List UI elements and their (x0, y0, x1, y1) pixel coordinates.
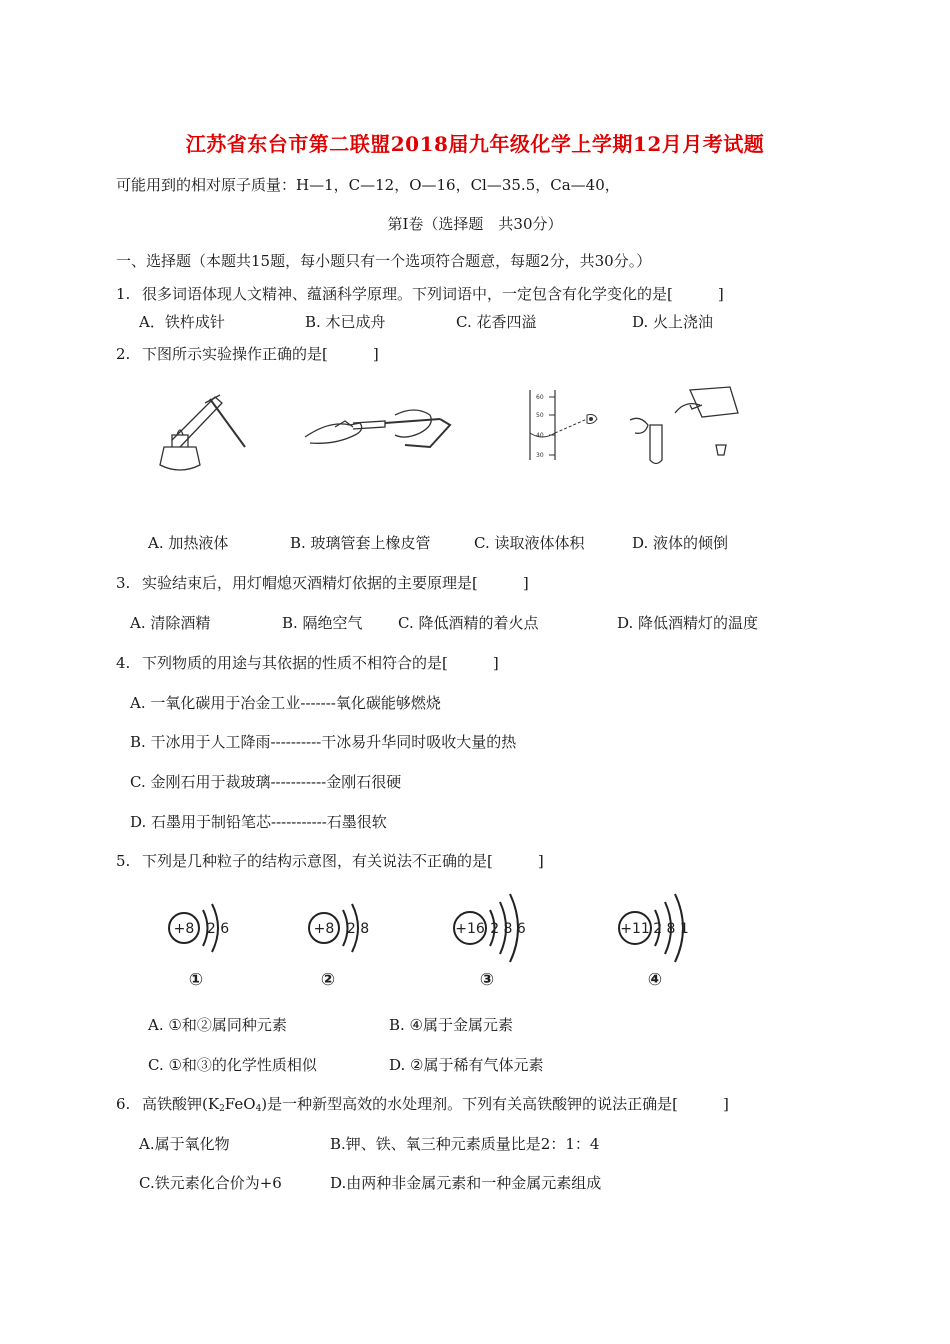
svg-text:2 8 6: 2 8 6 (490, 921, 526, 937)
svg-text:2 6: 2 6 (206, 921, 230, 937)
q5-option-c: C. ①和③的化学性质相似 (148, 1056, 317, 1074)
particle-diagram-1 (169, 904, 229, 990)
svg-text:2 8 1: 2 8 1 (653, 921, 689, 937)
question-5-stem: 5. 下列是几种粒子的结构示意图，有关说法不正确的是[ ] (116, 852, 544, 870)
question-number: 6. (116, 1095, 131, 1113)
q1-option-c: C. 花香四溢 (456, 313, 537, 331)
q1-option-b: B. 木已成舟 (305, 313, 386, 331)
svg-text:30: 30 (536, 452, 544, 459)
page-title: 江苏省东台市第二联盟2018届九年级化学上学期12月月考试题 (185, 132, 765, 156)
svg-text:③: ③ (479, 970, 495, 990)
question-number: 3. (116, 574, 131, 592)
q5-option-d: D. ②属于稀有气体元素 (389, 1056, 544, 1074)
svg-text:①: ① (188, 970, 204, 990)
question-1-stem: 1. 很多词语体现人文精神、蕴涵科学原理。下列词语中，一定包含有化学变化的是[ ] (116, 285, 724, 303)
question-number: 4. (116, 654, 131, 672)
q2-option-c: C. 读取液体体积 (474, 534, 585, 552)
question-number: 5. (116, 852, 131, 870)
svg-text:50: 50 (536, 412, 544, 419)
q5-option-a: A. ①和②属同种元素 (148, 1016, 287, 1034)
q3-option-c: C. 降低酒精的着火点 (398, 614, 539, 632)
q2-option-b: B. 玻璃管套上橡皮管 (290, 534, 431, 552)
particle-diagrams (150, 880, 710, 990)
svg-text:②: ② (320, 970, 336, 990)
heating-liquid-figure (160, 395, 245, 470)
q2-option-d: D. 液体的倾倒 (632, 534, 729, 552)
q6-option-c: C.铁元素化合价为+6 (139, 1174, 282, 1192)
atomic-masses: 可能用到的相对原子质量：H—1，C—12，O—16，Cl—35.5，Ca—40， (116, 176, 620, 194)
q1-option-a: A．铁杵成针 (139, 313, 225, 331)
pouring-liquid-figure (630, 387, 738, 464)
svg-text:+11: +11 (620, 921, 650, 937)
q5-option-b: B. ④属于金属元素 (389, 1016, 514, 1034)
part-heading: 第Ⅰ卷（选择题 共30分） (387, 215, 563, 233)
svg-text:④: ④ (647, 970, 663, 990)
q2-option-a: A. 加热液体 (148, 534, 229, 552)
q6-option-d: D.由两种非金属元素和一种金属元素组成 (330, 1174, 602, 1192)
particle-diagram-2 (309, 904, 369, 990)
q2-figures (150, 385, 770, 480)
glass-tube-figure (305, 410, 450, 447)
q3-option-d: D. 降低酒精灯的温度 (617, 614, 759, 632)
svg-text:2 8: 2 8 (346, 921, 370, 937)
q6-option-a: A.属于氧化物 (139, 1135, 230, 1153)
q1-option-d: D. 火上浇油 (632, 313, 714, 331)
svg-text:+16: +16 (455, 921, 485, 937)
svg-text:+8: +8 (173, 921, 195, 937)
question-2-stem: 2. 下图所示实验操作正确的是[ ] (116, 345, 379, 363)
q6-option-b: B.钾、铁、氧三种元素质量比是2：1：4 (330, 1135, 600, 1153)
svg-text:60: 60 (536, 394, 544, 401)
question-number: 1. (116, 285, 131, 303)
question-3-stem: 3. 实验结束后，用灯帽熄灭酒精灯依据的主要原理是[ ] (116, 574, 529, 592)
q4-option-d: D. 石墨用于制铅笔芯-----------石墨很软 (130, 813, 387, 831)
particle-diagram-3 (454, 894, 526, 990)
q3-option-a: A. 清除酒精 (130, 614, 211, 632)
q4-option-c: C. 金刚石用于裁玻璃-----------金刚石很硬 (130, 773, 402, 791)
q4-option-b: B. 干冰用于人工降雨----------干冰易升华同时吸收大量的热 (130, 733, 517, 751)
question-6-stem: 6. 高铁酸钾$(K_2FeO_4)$是一种新型高效的水处理剂。下列有关高铁酸钾的说法正确是[ ] (116, 1095, 729, 1114)
question-4-stem: 4. 下列物质的用途与其依据的性质不相符合的是[ ] (116, 654, 499, 672)
section-heading: 一、选择题（本题共15题，每小题只有一个选项符合题意，每题2分，共30分。） (116, 252, 652, 270)
q3-option-b: B. 隔绝空气 (282, 614, 363, 632)
graduated-cylinder-figure (530, 390, 597, 460)
particle-diagram-4 (619, 894, 689, 990)
svg-text:40: 40 (536, 432, 544, 439)
q4-option-a: A. 一氧化碳用于冶金工业-------氧化碳能够燃烧 (130, 694, 441, 712)
svg-text:+8: +8 (313, 921, 335, 937)
question-number: 2. (116, 345, 131, 363)
